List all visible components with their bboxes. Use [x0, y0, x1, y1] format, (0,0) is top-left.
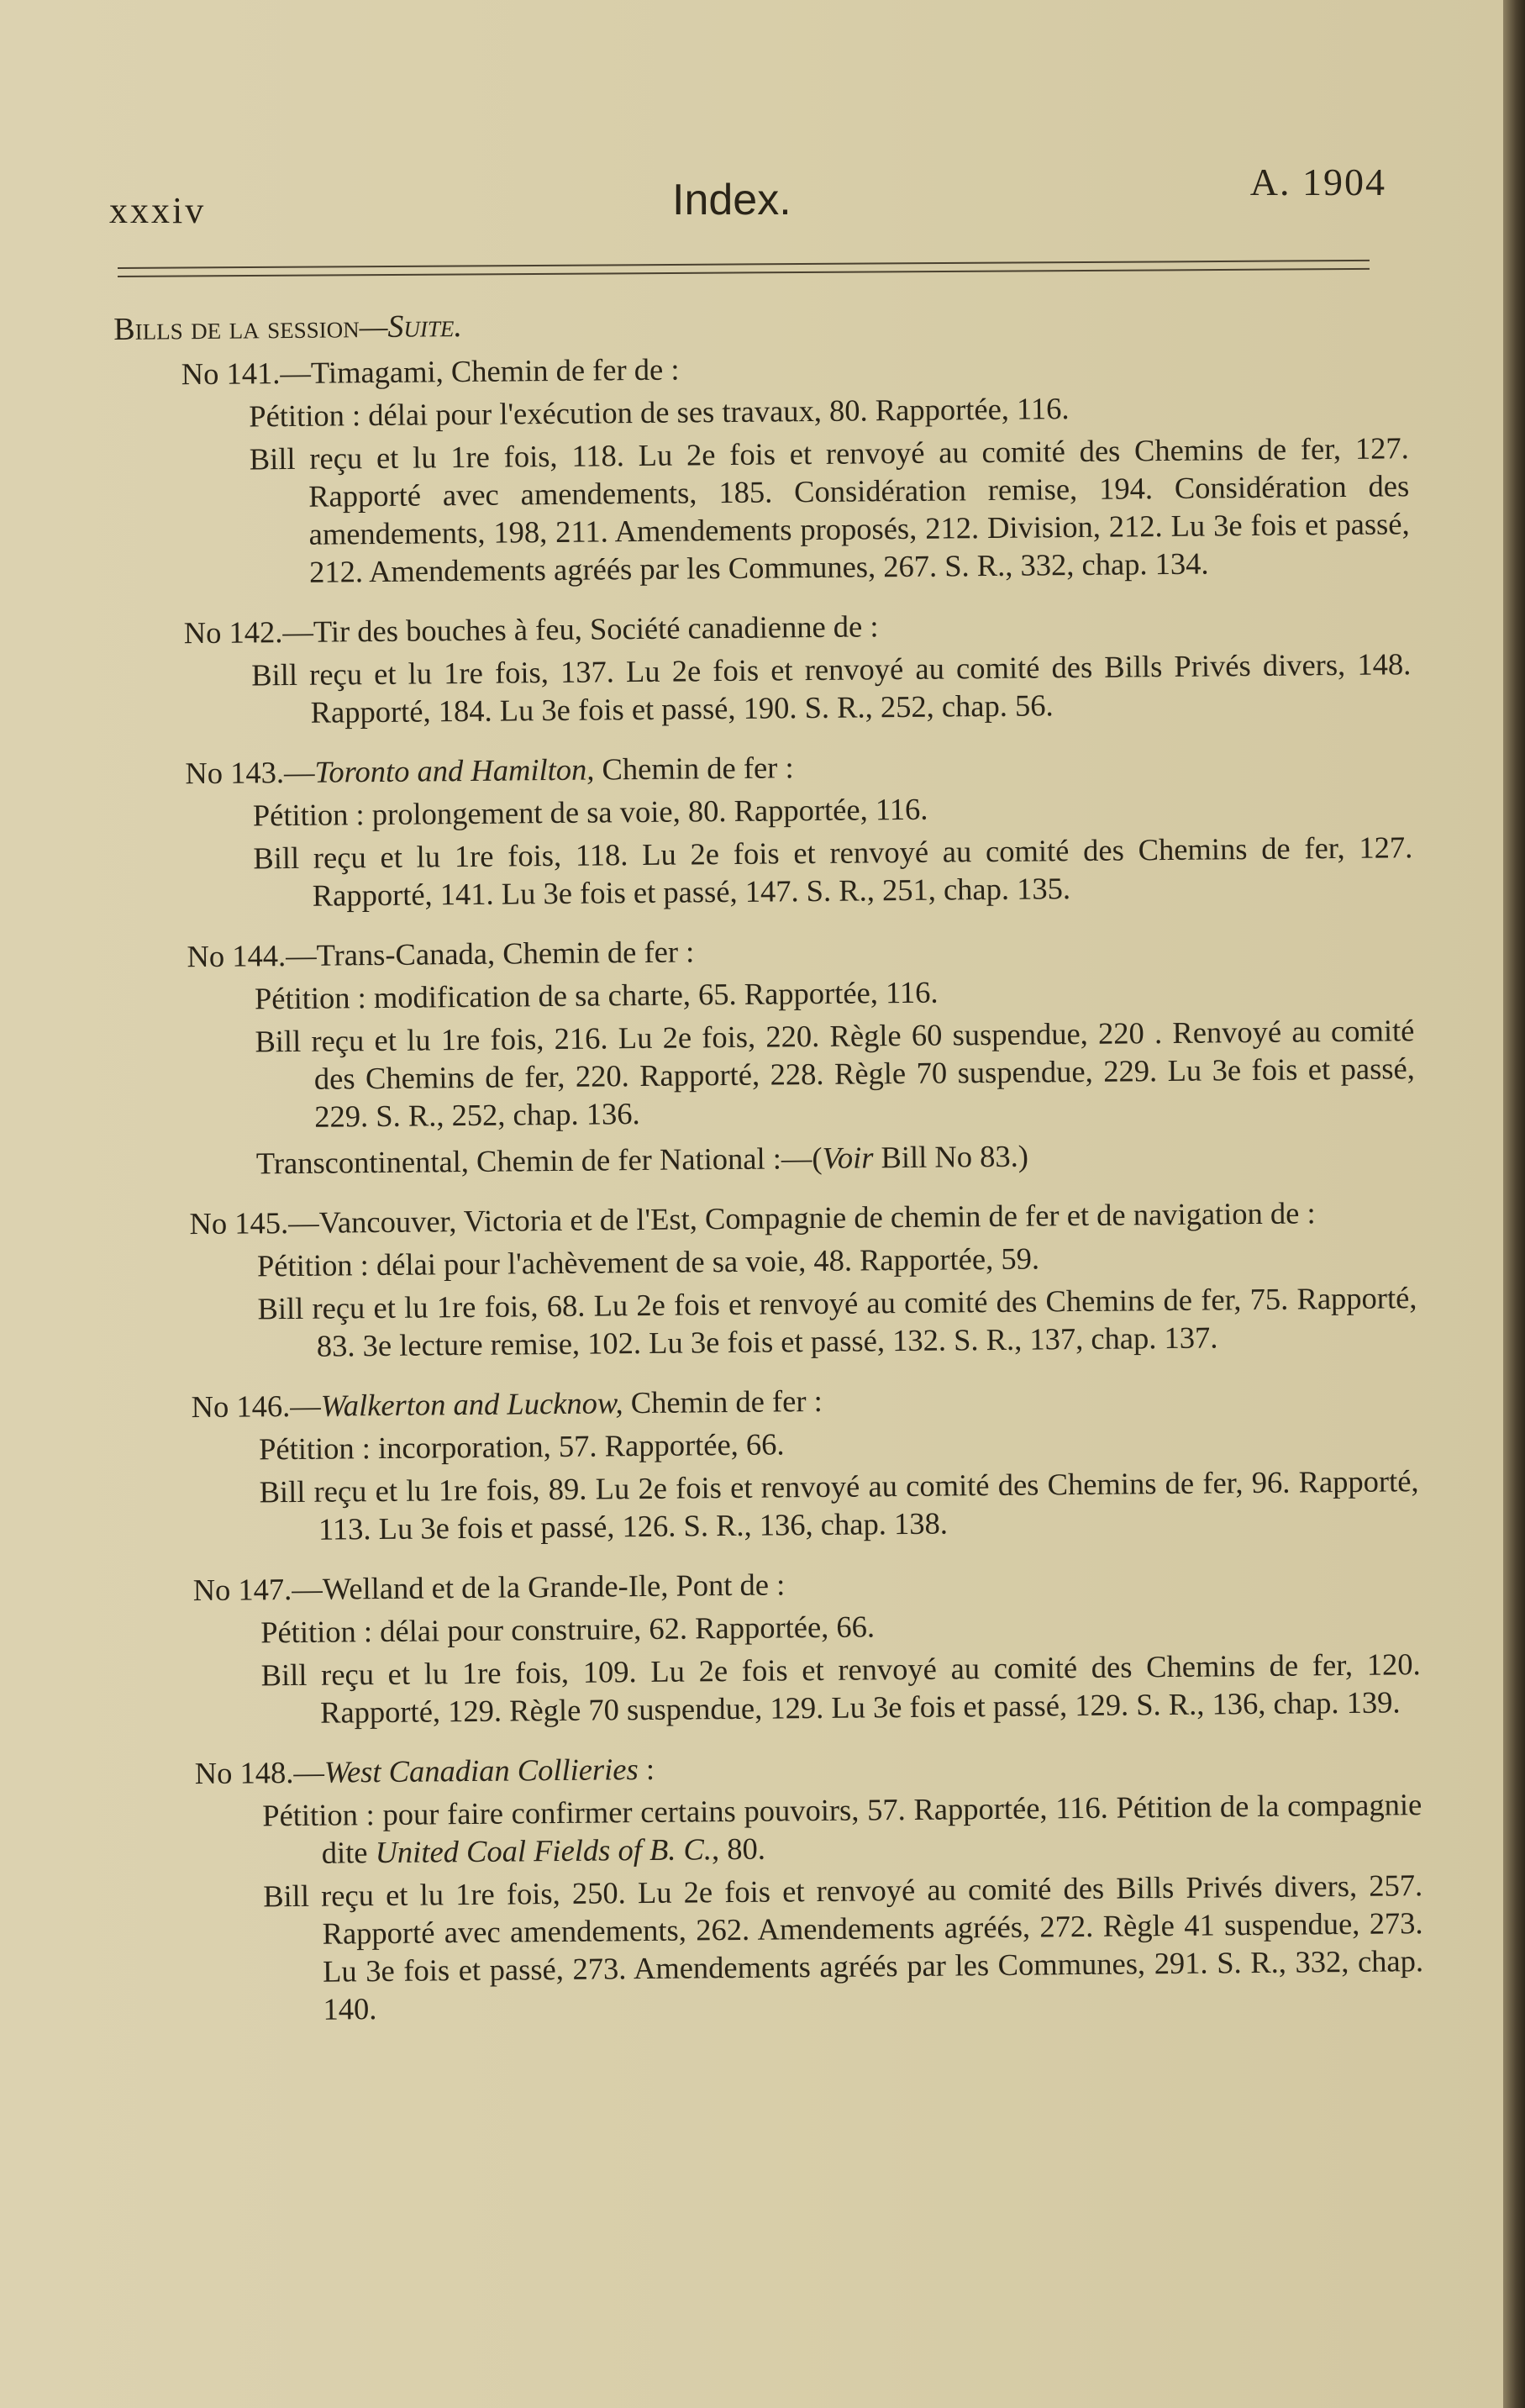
entry-paragraph: Bill reçu et lu 1re fois, 89. Lu 2e fois et renvoyé au comité des Chemins de fer, 96. Rapporté, 113. Lu 3e fois et passé, 126. S. R., 136, chap. 138. [259, 1463, 1419, 1546]
cross-reference [256, 1133, 1416, 1182]
entry-paragraph: Pétition : incorporation, 57. Rapportée, 66. [258, 1426, 785, 1467]
page-header [109, 160, 1386, 235]
note-rest: Bill No 83.) [873, 1138, 1029, 1175]
entry-number: No 144. [187, 938, 287, 974]
entry-paragraph: Pétition : modification de sa charte, 65. Rapportée, 116. [254, 974, 939, 1016]
index-content [113, 290, 1424, 2030]
entry-paragraph: Pétition : prolongement de sa voie, 80. Rapportée, 116. [252, 791, 928, 833]
index-entry [114, 343, 1411, 593]
entry-paragraph: Bill reçu et lu 1re fois, 118. Lu 2e fois et renvoyé au comité des Chemins de fer, 127. Rapporté, 141. Lu 3e fois et passé, 147. S. R., 251, chap. 135. [253, 830, 1413, 913]
index-entry [117, 602, 1412, 733]
entry-paragraph [262, 1785, 1422, 1872]
index-entry [118, 742, 1413, 916]
entry-heading [192, 1559, 1419, 1609]
index-entry [125, 1559, 1421, 1733]
index-entry [119, 925, 1416, 1183]
entry-number: No 143. [185, 755, 285, 791]
entry-title-italic: Walkerton and Lucknow, [320, 1385, 623, 1423]
entry-number: No 145. [189, 1205, 289, 1241]
entry-title-prefix: — [283, 754, 315, 790]
entry-title-rest: Chemin de fer : [594, 750, 794, 787]
entry-paragraph: Bill reçu et lu 1re fois, 250. Lu 2e fois et renvoyé au comité des Bills Privés divers, 257. Rapporté avec amendements, 262. Amendements agréés, 272. Règle 41 suspendue, 273. Lu 3e fois et passé, 273. Amendements agréés par les Communes, 291. S. R., 332, chap. 140. [263, 1868, 1424, 2026]
entry-title-prefix: — [293, 1754, 325, 1790]
entry-title: —Vancouver, Victoria et de l'Est, Compagnie de chemin de fer et de navigation de : [287, 1195, 1316, 1241]
entry-title-rest: : [638, 1751, 655, 1787]
entry-number: No 141. [181, 356, 281, 392]
index-entry [128, 1742, 1424, 2030]
entry-title: —Welland et de la Grande-Ile, Pont de : [292, 1567, 786, 1607]
entry-title-italic: Toronto and Hamilton, [314, 751, 595, 789]
page-title: Index. [672, 176, 791, 224]
entry-number: No 142. [183, 614, 283, 651]
entry-heading [191, 1376, 1417, 1425]
entry-paragraph: Bill reçu et lu 1re fois, 68. Lu 2e fois et renvoyé au comité des Chemins de fer, 75. Rapporté, 83. 3e lecture remise, 102. Lu 3e fois et passé, 132. S. R., 137, chap. 137. [257, 1280, 1417, 1363]
page-number: xxxiv [109, 190, 207, 231]
index-entry [124, 1376, 1419, 1550]
entry-title-prefix: — [290, 1388, 321, 1424]
entry-paragraph: Pétition : délai pour construire, 62. Rapportée, 66. [260, 1609, 876, 1650]
section-title: Bills de la session [113, 309, 360, 347]
entry-title-italic: West Canadian Collieries [323, 1752, 639, 1789]
entry-number: No 146. [191, 1388, 291, 1425]
entry-paragraph: Pétition : délai pour l'achèvement de sa voie, 48. Rapportée, 59. [256, 1241, 1040, 1283]
entry-number: No 147. [192, 1572, 292, 1608]
entry-paragraph: Bill reçu et lu 1re fois, 109. Lu 2e fois et renvoyé au comité des Chemins de fer, 120. Rapporté, 129. Règle 70 suspendue, 129. Lu 3e fois et passé, 129. S. R., 136, chap. 139. [260, 1647, 1421, 1730]
petition-rest: , 80. [711, 1831, 766, 1867]
entry-paragraph: Bill reçu et lu 1re fois, 137. Lu 2e fois et renvoyé au comité des Bills Privés divers, 148. Rapporté, 184. Lu 3e fois et passé, 190. S. R., 252, chap. 56. [251, 646, 1412, 730]
entry-title: —Trans-Canada, Chemin de fer : [285, 934, 695, 973]
entry-title: —Tir des bouches à feu, Société canadienne de : [282, 609, 879, 650]
entry-paragraph: Bill reçu et lu 1re fois, 118. Lu 2e fois et renvoyé au comité des Chemins de fer, 127. Rapporté avec amendements, 185. Considération remise, 194. Considération des amendements, 198, 211. Amendements proposés, 212. Division, 212. Lu 3e fois et passé, 212. Amendements agréés par les Communes, 267. S. R., 332, chap. 134. [249, 430, 1410, 589]
petition-prefix: Pétition : pour faire confirmer certains pouvoirs, 57. Rapportée, 116. Pétition de la compagnie dite [262, 1787, 1422, 1870]
index-entry [122, 1193, 1417, 1367]
section-heading [113, 298, 1407, 349]
entry-title: —Timagami, Chemin de fer de : [280, 351, 680, 391]
header-year: A. 1904 [1249, 161, 1386, 203]
petition-italic: United Coal Fields of B. C. [375, 1831, 713, 1870]
entry-heading [184, 602, 1411, 651]
book-gutter [1503, 0, 1525, 2408]
entry-paragraph: Pétition : délai pour l'exécution de ses travaux, 80. Rapportée, 116. [249, 391, 1070, 434]
entry-heading [187, 925, 1413, 975]
entry-paragraph: Bill reçu et lu 1re fois, 216. Lu 2e fois, 220. Règle 60 suspendue, 220 . Renvoyé au comité des Chemins de fer, 220. Rapporté, 228. Règle 70 suspendue, 229. Lu 3e fois et passé, 229. S. R., 252, chap. 136. [255, 1013, 1416, 1134]
entry-heading [195, 1742, 1422, 1792]
note-italic: Voir [822, 1140, 874, 1175]
note-prefix: Transcontinental, Chemin de fer National :—( [255, 1140, 823, 1181]
entry-heading [181, 343, 1408, 393]
entry-heading [185, 742, 1412, 792]
section-suffix: —Suite. [359, 308, 463, 345]
entry-title-rest: Chemin de fer : [623, 1383, 823, 1420]
entry-heading [189, 1193, 1416, 1242]
entry-number: No 148. [194, 1755, 294, 1791]
